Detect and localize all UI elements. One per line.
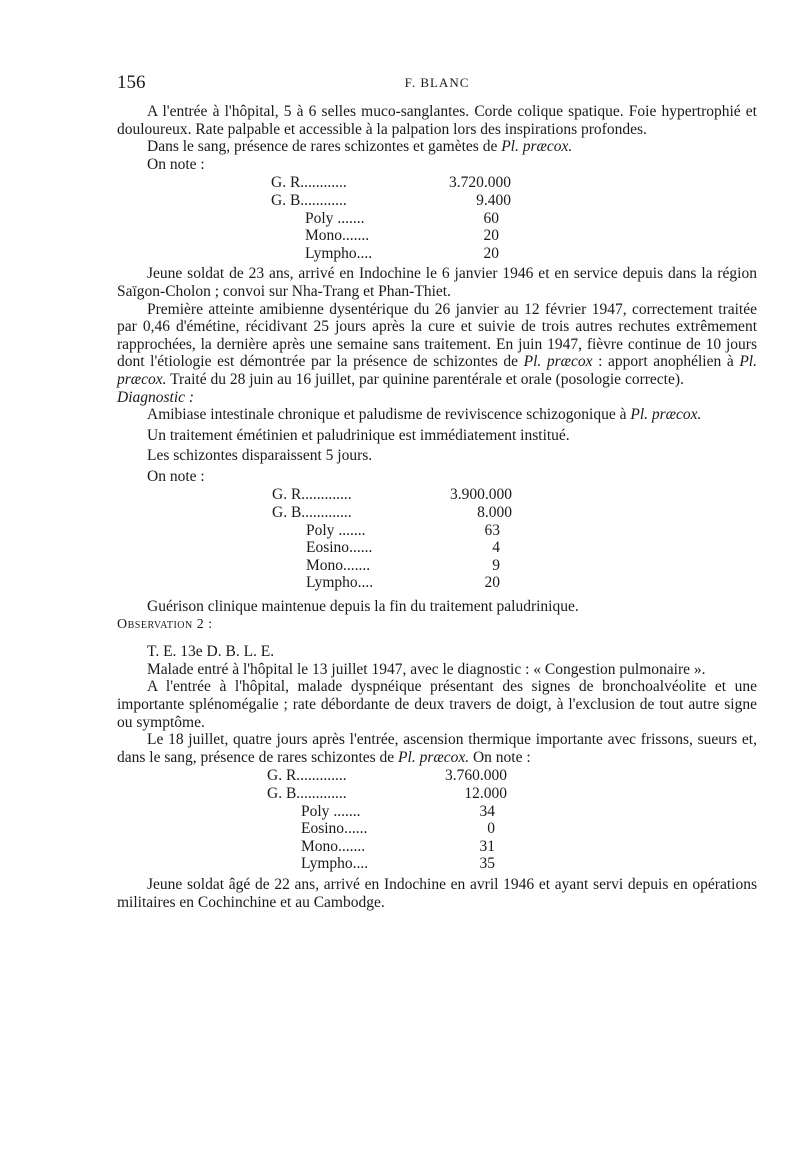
lab-value: 35 <box>479 855 495 873</box>
lab-row-gr <box>272 486 512 504</box>
species-name: Pl. præcox. <box>501 138 573 156</box>
lab-value: 20 <box>484 574 500 592</box>
text-span: On note : <box>469 748 531 766</box>
lab-value: 20 <box>483 227 499 245</box>
paragraph-diagnosis <box>117 406 757 424</box>
lab-value: 12.000 <box>464 784 507 802</box>
lab-label: G. B. <box>271 191 305 209</box>
lab-label: Poly <box>305 209 334 227</box>
lab-row-poly <box>272 522 512 540</box>
species-name: Pl. præcox. <box>398 748 470 766</box>
lab-dots: ........... <box>304 191 347 209</box>
lab-value: 8.000 <box>477 504 512 522</box>
lab-value: 63 <box>484 521 500 539</box>
species-name: Pl. præcox. <box>117 353 757 388</box>
paragraph-blood-findings <box>117 138 757 156</box>
paragraph-treatment: Un traitement émétinien et paludrinique est immédiatement institué. <box>147 426 570 444</box>
lab-row-eosino <box>267 820 507 838</box>
lab-value: 9 <box>492 556 500 574</box>
lab-dots: ....... <box>338 837 366 855</box>
lab-value: 34 <box>479 802 495 820</box>
lab-dots: ...... <box>344 820 368 838</box>
lab-value: 0 <box>487 820 495 838</box>
lab-row-gr <box>267 767 507 785</box>
on-note-label: On note : <box>147 155 205 173</box>
lab-dots: ........... <box>304 174 347 192</box>
lab-dots: ....... <box>343 556 371 574</box>
text-span: Le 18 juillet, quatre jours après l'entrée, ascension thermique importante avec frissons, sueurs et, dans le sang, présence de rares schizontes de <box>117 731 757 766</box>
text-span: Dans le sang, présence de rares schizontes et gamètes de <box>147 138 502 156</box>
lab-dots: ....... <box>337 209 365 227</box>
lab-dots: ............ <box>305 504 352 522</box>
lab-value: 4 <box>492 539 500 557</box>
lab-label: G. R. <box>271 174 305 192</box>
paragraph-patient-history-2: Jeune soldat âgé de 22 ans, arrivé en Indochine en avril 1946 et ayant servi depuis en opérations militaires en Cochinchine et au Cambodge. <box>117 875 757 911</box>
lab-value: 3.720.000 <box>449 174 511 192</box>
lab-dots: ............ <box>300 784 347 802</box>
lab-row-mono <box>271 227 511 245</box>
paragraph-first-attack <box>117 301 757 389</box>
paragraph-patient-id: T. E. 13e D. B. L. E. <box>147 643 275 661</box>
page-number: 156 <box>117 72 146 93</box>
lab-label: Poly <box>301 802 330 820</box>
lab-value: 3.900.000 <box>450 486 512 504</box>
on-note-label: On note : <box>147 467 205 485</box>
species-name: Pl. præcox. <box>630 406 702 424</box>
lab-value: 60 <box>483 209 499 227</box>
lab-label: Mono <box>306 556 344 574</box>
lab-value: 31 <box>479 837 495 855</box>
lab-row-gr <box>271 174 511 192</box>
lab-row-mono <box>272 557 512 575</box>
lab-row-lympho <box>272 574 512 592</box>
diagnostic-heading: Diagnostic : <box>117 388 195 406</box>
lab-dots: ....... <box>342 227 370 245</box>
page-body <box>117 103 757 911</box>
lab-label: G. R. <box>272 486 306 504</box>
lab-row-eosino <box>272 539 512 557</box>
lab-row-lympho <box>271 245 511 263</box>
text-span: Traité du 28 juin au 16 juillet, par quinine parentérale et orale (posologie correcte). <box>166 370 684 388</box>
lab-row-gb <box>267 785 507 803</box>
lab-value: 9.400 <box>476 191 511 209</box>
lab-row-mono <box>267 838 507 856</box>
lab-row-poly <box>271 210 511 228</box>
lab-dots: ...... <box>349 539 373 557</box>
lab-value: 20 <box>483 244 499 262</box>
lab-label: G. B. <box>272 504 306 522</box>
running-head: F. BLANC <box>404 75 470 90</box>
text-span: Première atteinte amibienne dysentérique du 26 janvier au 12 février 1947, correctement traitée par 0,46 d'émétine, récidivant 25 jours après la cure et suivie de trois autres rechutes extrêmement rapprochées, la dernière après une semaine sans traitement. En juin 1947, fièvre continue de 10 jours dont l'étiologie est démontrée par la présence de schizontes de <box>117 300 757 371</box>
lab-row-lympho <box>267 855 507 873</box>
paragraph-schizontes: Les schizontes disparaissent 5 jours. <box>147 447 373 465</box>
paragraph-patient-history: Jeune soldat de 23 ans, arrivé en Indochine le 6 janvier 1946 et en service depuis dans la région Saïgon-Cholon ; convoi sur Nha-Trang et Phan-Thiet. <box>117 265 757 300</box>
lab-results-1 <box>271 174 511 262</box>
lab-row-gb <box>272 504 512 522</box>
lab-dots: ....... <box>338 521 366 539</box>
lab-results-2 <box>272 486 512 592</box>
lab-label: Eosino <box>301 820 345 838</box>
paragraph-cure: Guérison clinique maintenue depuis la fin du traitement paludrinique. <box>147 598 579 616</box>
text-span: Amibiase intestinale chronique et paludisme de reviviscence schizogonique à <box>147 406 631 424</box>
lab-label: Lympho <box>306 574 358 592</box>
paragraph-fever-2 <box>117 731 757 766</box>
lab-row-gb <box>271 192 511 210</box>
lab-dots: ....... <box>333 802 361 820</box>
paragraph-admission: A l'entrée à l'hôpital, 5 à 6 selles muco-sanglantes. Corde colique spatique. Foie hypertrophié et douloureux. Rate palpable et accessible à la palpation lors des inspirations profondes. <box>117 103 757 138</box>
lab-dots: ............ <box>305 486 352 504</box>
lab-label: G. R. <box>267 767 301 785</box>
lab-label: Poly <box>306 521 335 539</box>
lab-row-poly <box>267 803 507 821</box>
observation-heading: Observation 2 : <box>117 616 213 632</box>
lab-dots: .... <box>352 855 369 873</box>
text-span: : apport anophélien à <box>592 353 740 371</box>
lab-label: G. B. <box>267 784 301 802</box>
lab-dots: .... <box>356 244 373 262</box>
lab-label: Mono <box>305 227 343 245</box>
lab-results-3 <box>267 767 507 873</box>
species-name: Pl. præcox <box>523 353 593 371</box>
paragraph-symptoms-2: A l'entrée à l'hôpital, malade dyspnéique présentant des signes de bronchoalvéolite et une importante splénomégalie ; rate débordante de deux travers de doigt, à l'exclusion de tout autre signe ou symptôme. <box>117 678 757 731</box>
page-header <box>117 72 757 96</box>
lab-value: 3.760.000 <box>445 767 507 785</box>
lab-label: Lympho <box>305 244 357 262</box>
lab-dots: ............ <box>300 767 347 785</box>
lab-label: Eosino <box>306 539 350 557</box>
lab-label: Mono <box>301 837 339 855</box>
paragraph-admission-2: Malade entré à l'hôpital le 13 juillet 1947, avec le diagnostic : « Congestion pulmonaire ». <box>147 660 706 678</box>
lab-dots: .... <box>357 574 374 592</box>
lab-label: Lympho <box>301 855 353 873</box>
